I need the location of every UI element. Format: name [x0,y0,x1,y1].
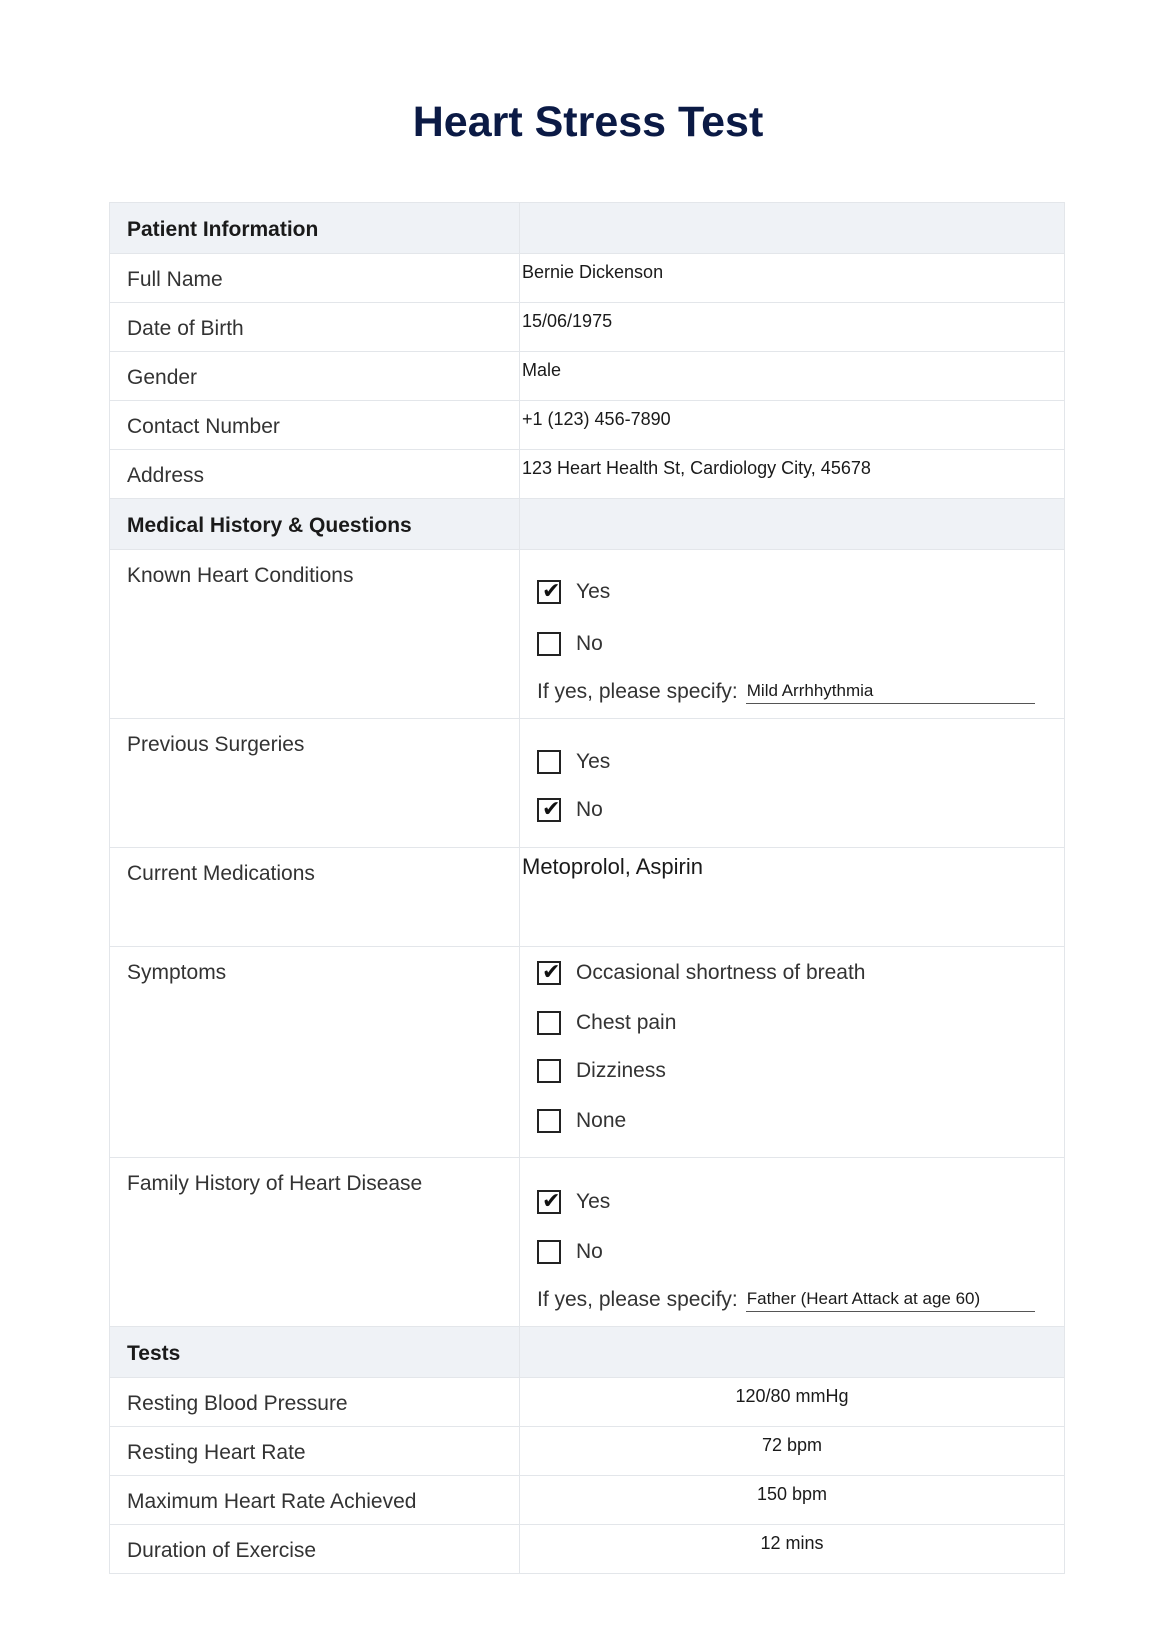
resting-bp-field[interactable]: 120/80 mmHg [735,1386,849,1406]
family-history-no[interactable]: No [537,1240,603,1264]
row-full-name [110,253,1064,302]
checkbox-icon[interactable] [537,632,561,656]
row-family-history [110,1157,1064,1326]
symptom-option[interactable]: ✔ Occasional shortness of breath [537,961,866,985]
checkbox-icon[interactable]: ✔ [537,961,561,985]
checkbox-icon[interactable] [537,1109,561,1133]
section-title: Patient Information [110,203,520,253]
page-title: Heart Stress Test [412,98,764,146]
max-hr-field[interactable]: 150 bpm [756,1484,828,1504]
family-history-label: Family History of Heart Disease [110,1158,520,1326]
heart-conditions-specify: If yes, please specify: Mild Arrhhythmia [537,680,1035,704]
row-dob [110,302,1064,351]
heart-conditions-label: Known Heart Conditions [110,550,520,718]
row-duration [110,1524,1064,1573]
checkbox-icon[interactable]: ✔ [537,798,561,822]
section-header-medical-history [110,498,1064,549]
checkbox-icon[interactable] [537,750,561,774]
section-header-tests [110,1326,1064,1377]
family-history-yes[interactable]: ✔ Yes [537,1190,610,1214]
surgeries-label: Previous Surgeries [110,719,520,847]
checkbox-icon[interactable] [537,1059,561,1083]
row-contact [110,400,1064,449]
address-label: Address [110,450,520,498]
row-symptoms [110,946,1064,1157]
dob-field[interactable]: 15/06/1975 [522,311,613,331]
symptom-option[interactable]: Chest pain [537,1011,676,1035]
duration-label: Duration of Exercise [110,1525,520,1573]
contact-field[interactable]: +1 (123) 456-7890 [522,409,671,429]
row-heart-conditions [110,549,1064,718]
row-address [110,449,1064,498]
section-title: Tests [110,1327,520,1377]
gender-field[interactable]: Male [522,360,562,380]
gender-label: Gender [110,352,520,400]
family-history-specify: If yes, please specify: Father (Heart Attack at age 60) [537,1288,1035,1312]
heart-conditions-no[interactable]: No [537,632,603,656]
checkbox-icon[interactable] [537,1240,561,1264]
contact-label: Contact Number [110,401,520,449]
medications-label: Current Medications [110,848,520,946]
full-name-field[interactable]: Bernie Dickenson [522,262,664,282]
row-resting-hr [110,1426,1064,1475]
full-name-label: Full Name [110,254,520,302]
section-header-patient-info [110,203,1064,253]
resting-hr-label: Resting Heart Rate [110,1427,520,1475]
checkbox-icon[interactable] [537,1011,561,1035]
stress-test-form [109,202,1065,1574]
symptom-option[interactable]: Dizziness [537,1059,666,1083]
surgeries-no[interactable]: ✔ No [537,798,603,822]
checkbox-icon[interactable]: ✔ [537,580,561,604]
row-previous-surgeries [110,718,1064,847]
heart-conditions-specify-field[interactable]: Mild Arrhhythmia [746,681,1035,704]
family-history-specify-field[interactable]: Father (Heart Attack at age 60) [746,1289,1035,1312]
symptoms-label: Symptoms [110,947,520,1157]
row-gender [110,351,1064,400]
row-max-hr [110,1475,1064,1524]
surgeries-yes[interactable]: Yes [537,750,610,774]
checkbox-icon[interactable]: ✔ [537,1190,561,1214]
duration-field[interactable]: 12 mins [760,1533,824,1553]
heart-conditions-yes[interactable]: ✔ Yes [537,580,610,604]
dob-label: Date of Birth [110,303,520,351]
row-resting-bp [110,1377,1064,1426]
resting-hr-field[interactable]: 72 bpm [761,1435,823,1455]
medications-field[interactable]: Metoprolol, Aspirin [522,854,703,879]
resting-bp-label: Resting Blood Pressure [110,1378,520,1426]
section-title: Medical History & Questions [110,499,520,549]
symptom-option[interactable]: None [537,1109,626,1133]
address-field[interactable]: 123 Heart Health St, Cardiology City, 45678 [522,458,871,478]
max-hr-label: Maximum Heart Rate Achieved [110,1476,520,1524]
row-current-medications [110,847,1064,946]
